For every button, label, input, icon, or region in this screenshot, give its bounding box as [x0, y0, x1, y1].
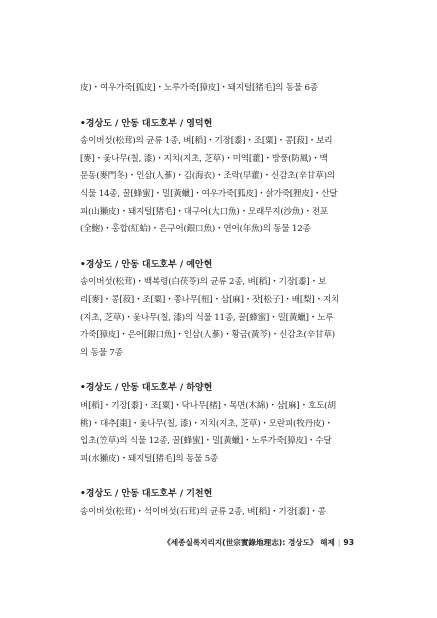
paragraph — [80, 80, 360, 98]
paragraph — [80, 257, 360, 363]
text-line: 의 동물 7종 — [80, 347, 123, 358]
text-line: 벼[稻]・기장[黍]・조[粟]・닥나무[楮]・목면(木綿)・삼[麻]・호도(胡 — [80, 400, 336, 411]
text-line: 피(水獺皮)・돼지털[猪毛]의 동물 5종 — [80, 453, 219, 464]
text-line: 가죽[獐皮]・은어[銀口魚]・인삼(人蔘)・황금(黃芩)・신감초(辛甘草) — [80, 330, 335, 341]
text-line: 입초(笠草)의 식물 12종, 꿀[蜂蜜]・밀[黃蠟]・노루가죽[獐皮]・수달 — [80, 436, 332, 447]
paragraph — [80, 486, 360, 521]
text-line: 皮)・여우가죽[狐皮]・노루가죽[獐皮]・돼지털[猪毛]의 동물 6종 — [80, 83, 318, 93]
text-line: 리[麥]・콩[菽]・조[粟]・쫑나무[杻]・삼[麻]・잣[松子]・배[梨]・지치 — [80, 294, 340, 305]
paragraph-gap — [80, 468, 360, 486]
footer-separator: | — [337, 538, 341, 547]
text-line: 송이버섯(松茸)・석이버섯(石茸)의 균류 2종, 벼[稻]・기장[黍]・콩 — [80, 506, 326, 517]
paragraph-gap — [80, 239, 360, 257]
text-line: (全鮑)・홍합(紅蛤)・은구어(銀口魚)・연어(年魚)의 동물 12종 — [80, 224, 311, 235]
text-line: 피(山獺皮)・돼지털[猪毛]・대구어(大口魚)・모래무지(沙魚)・전포 — [80, 206, 329, 217]
footer-title: 《세종실록지리지(世宗實錄地理志): 경상도》 해제 — [163, 538, 335, 547]
page-number: 93 — [343, 538, 354, 547]
text-line: 송이버섯(松茸)의 균류 1종, 벼[稻]・기장[黍]・조[粟]・콩[菽]・보리 — [80, 136, 333, 147]
text-line: 桃)・대추[棗]・옻나무(칠, 漆)・지치(지초, 芝草)・모란피(牧丹皮)・ — [80, 418, 333, 429]
paragraph-gap — [80, 98, 360, 116]
footer-text — [163, 537, 354, 548]
section-heading: •경상도 / 안동 대도호부 / 예안현 — [80, 259, 213, 270]
paragraph — [80, 116, 360, 239]
section-heading: •경상도 / 안동 대도호부 / 하양현 — [80, 383, 213, 394]
paragraph-gap — [80, 362, 360, 380]
text-line: 식물 14종, 꿀[蜂蜜]・밀[黃蠟]・여우가죽[狐皮]・삵가죽[狸皮]・산달 — [80, 188, 338, 199]
section-heading: •경상도 / 안동 대도호부 / 영덕현 — [80, 118, 213, 129]
page-footer — [0, 537, 437, 551]
text-line: 문동(麥門冬)・인삼(人蔘)・김(海衣)・조락(早藿)・신감초(辛甘草)의 — [80, 171, 335, 182]
text-line: [麥]・옻나무(칠, 漆)・지치(지초, 芝草)・미역[藿]・방풍(防風)・맥 — [80, 153, 328, 164]
body-text — [80, 80, 360, 521]
section-heading: •경상도 / 안동 대도호부 / 기천현 — [80, 489, 213, 500]
text-line: 송이버섯(松茸)・백복령(白茯苓)의 균류 2종, 벼[稻]・기장[黍]・보 — [80, 277, 327, 288]
text-line: (지초, 芝草)・옻나무(칠, 漆)의 식물 11종, 꿀[蜂蜜]・밀[黃蠟]・노루 — [80, 312, 334, 323]
paragraph — [80, 380, 360, 468]
